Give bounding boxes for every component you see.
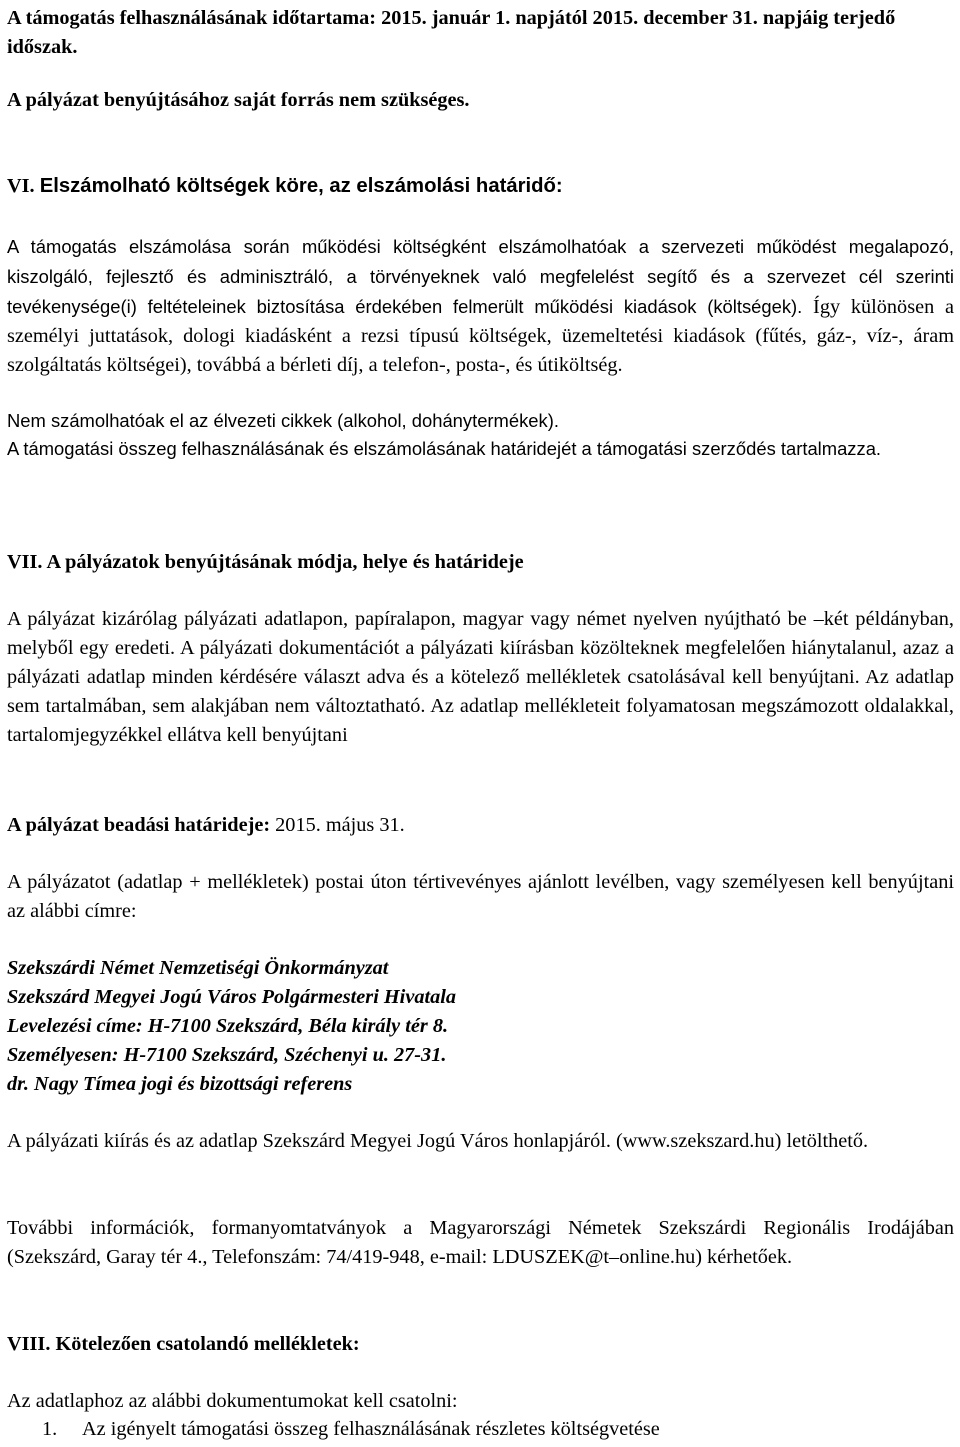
section-heading-vii [7,548,524,577]
section-number: VIII. [7,1333,51,1355]
section-number: VII. [7,551,43,573]
section-number: VI. [7,175,35,197]
submission-deadline [7,811,405,840]
paragraph-non-eligible: Nem számolhatóak el az élvezeti cikkek (alkohol, dohánytermékek). [7,410,559,431]
list-item-number: 1. [42,1418,58,1440]
address-line: Személyesen: H-7100 Szekszárd, Széchenyi u. 27-31. [7,1044,447,1066]
deadline-value: 2015. május 31. [270,814,405,836]
paragraph-deadline-contract: A támogatási összeg felhasználásának és elszámolásának határidejét a támogatási szerződés tartalmazza. [7,438,882,459]
paragraph-costs [7,232,954,380]
section-title: Kötelezően csatolandó mellékletek: [55,1333,360,1355]
list-item-text: Az igényelt támogatási összeg felhasználásának részletes költségvetése [82,1418,660,1440]
section-heading-viii [7,1330,360,1359]
address-line: Szekszárdi Német Nemzetiségi Önkormányzat [7,957,389,979]
address-line: dr. Nagy Tímea jogi és bizottsági referens [7,1073,353,1095]
paragraph-more-info: További információk, formanyomtatványok a Magyarországi Németek Szekszárdi Regionális Irodájában (Szekszárd, Garay tér 4., Telefonszám: 74/419-948, e-mail: LDUSZEK@t–online.hu) kérhetőek. [7,1217,954,1268]
support-duration-line: A támogatás felhasználásának időtartama: 2015. január 1. napjától 2015. december 31. napjáig terjedő időszak. [7,7,896,58]
paragraph-postal: A pályázatot (adatlap + mellékletek) postai úton tértivevényes ajánlott levélben, vagy személyesen kell benyújtani az alábbi címre: [7,871,954,922]
address-line: Levelezési címe: H-7100 Szekszárd, Béla király tér 8. [7,1015,449,1037]
paragraph-download: A pályázati kiírás és az adatlap Szekszárd Megyei Jogú Város honlapjáról. (www.szekszard.hu) letölthető. [7,1130,869,1152]
section-title: A pályázatok benyújtásának módja, helye és határideje [46,551,524,573]
address-block [7,954,456,1099]
section-title: Elszámolható költségek köre, az elszámolási határidő: [39,175,563,197]
deadline-label: A pályázat beadási határideje: [7,814,271,836]
attachments-intro: Az adatlaphoz az alábbi dokumentumokat kell csatolni: [7,1390,458,1412]
address-line: Szekszárd Megyei Jogú Város Polgármesteri Hivatala [7,986,457,1008]
section-heading-vi [7,172,563,201]
own-source-line: A pályázat benyújtásához saját forrás nem szükséges. [7,89,470,111]
paragraph-costs-part2: Így különösen a személyi juttatások, dologi kiadásként a rezsi típusú költségek, üzemeltetési kiadások (fűtés, gáz-, víz-, áram szolgáltatás költségei), továbbá a bérleti díj, a telefon-, posta-, és útiköltség. [7,296,954,376]
paragraph-submission-method: A pályázat kizárólag pályázati adatlapon, papíralapon, magyar vagy német nyelven nyújtható be –két példányban, melyből egy eredeti. A pályázati dokumentációt a pályázati kiírásban közölteknek megfelelően hiánytalanul, azaz a pályázati adatlap minden kérdésére választ adva és a kötelező mellékletek csatolásával kell benyújtani. Az adatlap sem tartalmában, sem alakjában nem változtatható. Az adatlap mellékleteit folyamatosan megszámozott oldalakkal, tartalomjegyzékkel ellátva kell benyújtani [7,608,954,746]
paragraph-costs-part1: A támogatás elszámolása során működési költségként elszámolhatóak a szervezeti működést megalapozó, kiszolgáló, fejlesztő és adminisztráló, a törvényeknek való megfelelést segítő és a szervezet cél szerinti tevékenysége(i) feltételeinek biztosítása érdekében felmerült működési kiadások (költségek). [7,236,954,317]
